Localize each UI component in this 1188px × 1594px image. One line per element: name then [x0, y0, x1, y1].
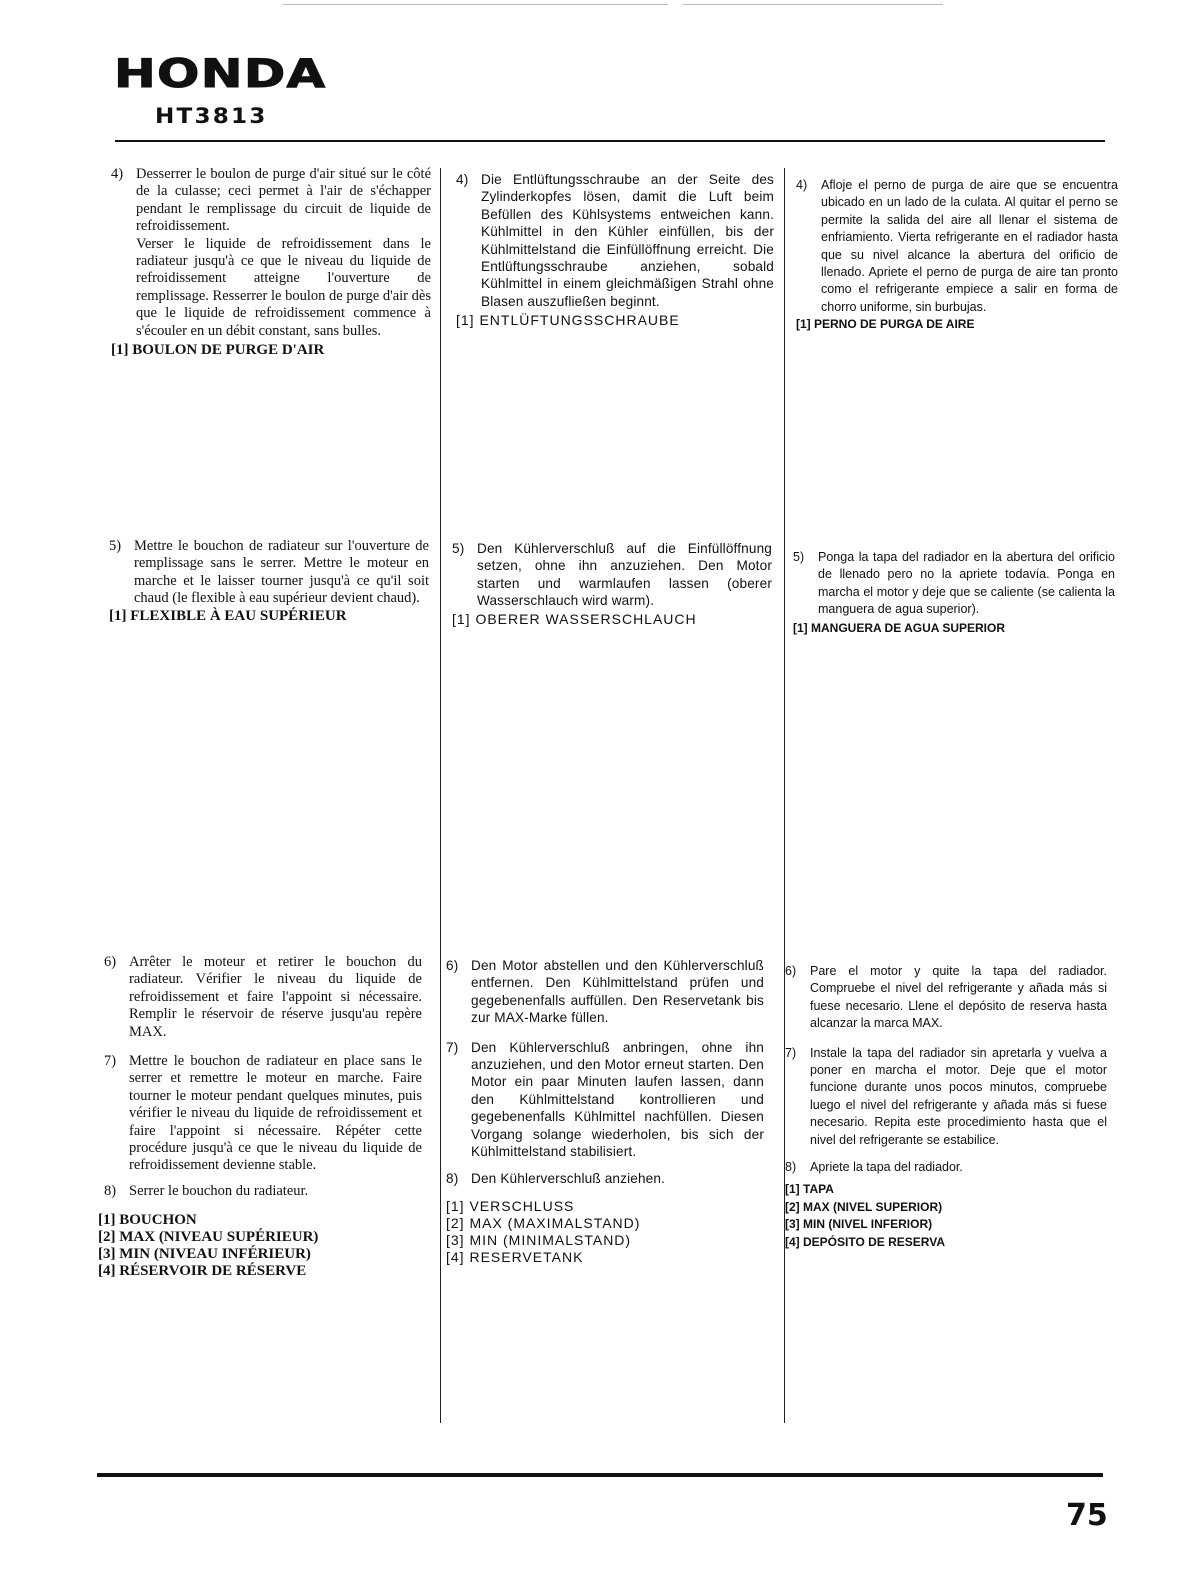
es-step-4-block	[796, 177, 1118, 334]
header-rule	[115, 140, 1105, 142]
step-number: 8)	[104, 1182, 117, 1199]
step-number: 6)	[785, 964, 797, 978]
reference-label: [1] BOULON DE PURGE D'AIR	[111, 342, 325, 359]
step-text: Apriete la tapa del radiador.	[810, 1160, 963, 1175]
fr-step-6	[104, 954, 422, 1041]
step-number: 5)	[109, 538, 122, 554]
step-number: 5)	[452, 541, 465, 556]
fr-step-5-block	[109, 538, 429, 625]
reference-label: [4] RÉSERVOIR DE RÉSERVE	[98, 1263, 307, 1280]
step-number: 6)	[104, 954, 117, 970]
step-text: Den Motor abstellen und den Kühlerverschluß entfernen. Den Kühlmittelstand prüfen und gegebenenfalls auffüllen. Den Reservetank bis zur MAX-Marke füllen.	[471, 958, 764, 1026]
step-number: 5)	[793, 550, 805, 564]
fr-step-4-block	[111, 166, 431, 359]
step-text: Arrêter le moteur et retirer le bouchon du radiateur. Vérifier le niveau du liquide de refroidissement et faire l'appoint si nécessaire. Remplir le réservoir de réserve jusqu'au repère MAX.	[129, 954, 422, 1040]
de-step-5-block	[452, 540, 772, 628]
de-step-5	[452, 540, 772, 610]
de-step-8	[446, 1170, 764, 1187]
step-number: 6)	[446, 958, 459, 973]
es-step-6	[785, 963, 1107, 1033]
step-text: Den Kühlerverschluß anziehen.	[471, 1171, 666, 1187]
step-text: Serrer le bouchon du radiateur.	[129, 1182, 309, 1199]
reference-label: [1] VERSCHLUSS	[446, 1197, 575, 1214]
es-step-5-block	[793, 549, 1115, 637]
fr-steps-6-8-block	[98, 954, 422, 1280]
de-step-4	[456, 171, 774, 310]
fr-step-5	[109, 538, 429, 608]
step-text: Pare el motor y quite la tapa del radiador. Compruebe el nivel del refrigerante y añada más si fuese necesario. Llene el depósito de reserva hasta alcanzar la marca MAX.	[810, 964, 1107, 1031]
brand-logo: HONDA	[114, 52, 327, 97]
column-divider	[440, 168, 441, 1423]
step-number: 4)	[796, 178, 808, 192]
step-text: Den Kühlerverschluß anbringen, ohne ihn anzuziehen, und den Motor erneut starten. Den Motor ein paar Minuten laufen lassen, dann den Kühlmittelstand kontrollieren und gegebenenfalls Kühlmittel nachfüllen. Diesen Vorgang solange wiederholen, bis sich der Kühlmittelstand stabilisiert.	[471, 1039, 764, 1160]
reference-label: [1] TAPA	[785, 1182, 834, 1197]
reference-label: [1] MANGUERA DE AGUA SUPERIOR	[793, 620, 1006, 635]
reference-label: [1] PERNO DE PURGA DE AIRE	[796, 317, 975, 332]
step-text: Ponga la tapa del radiador en la abertura del orificio de llenado pero no la apriete todavía. Ponga en marcha el motor y deje que se caliente (se calienta la manguera de agua superior).	[818, 550, 1115, 617]
es-steps-6-8-block	[785, 963, 1107, 1251]
reference-label: [3] MIN (MINIMALSTAND)	[446, 1231, 632, 1248]
reference-label: [1] OBERER WASSERSCHLAUCH	[452, 610, 697, 627]
es-step-5	[793, 549, 1115, 619]
fr-step-4	[111, 166, 431, 340]
fr-step-7	[104, 1053, 422, 1175]
step-number: 8)	[785, 1160, 797, 1175]
es-step-7	[785, 1045, 1107, 1149]
reference-label: [3] MIN (NIVEL INFERIOR)	[785, 1217, 933, 1232]
step-text: Mettre le bouchon de radiateur sur l'ouverture de remplissage sans le serrer. Mettre le moteur en marche et le laisser tourner jusqu'à ce qu'il soit chaud (le flexible à eau supérieur devient chaud).	[134, 538, 429, 607]
top-scan-line	[283, 4, 668, 5]
reference-label: [4] RESERVETANK	[446, 1248, 584, 1265]
de-steps-6-8-block	[446, 957, 764, 1266]
step-number: 7)	[785, 1045, 797, 1060]
step-number: 4)	[111, 166, 124, 182]
de-step-7	[446, 1039, 764, 1161]
fr-step-8	[104, 1183, 422, 1200]
top-scan-line	[683, 4, 943, 5]
step-text: Desserrer le boulon de purge d'air situé sur le côté de la culasse; ceci permet à l'air de s'échapper pendant le remplissage du circuit de liquide de refroidissement.	[136, 166, 431, 235]
step-text: Afloje el perno de purga de aire que se encuentra ubicado en un lado de la culata. Al quitar el perno se permite la salida del aire all llenar el sistema de enfriamiento. Vierta refrigerante en el radiador hasta que su nivel alcance la abertura del orificio de llenado. Apriete el perno de purga de aire tan pronto como el refrigerante empiece a salir en forma de chorro uniforme, sin burbujas.	[821, 178, 1118, 314]
es-step-8	[785, 1159, 1107, 1176]
footer-rule	[97, 1473, 1103, 1477]
reference-label: [1] FLEXIBLE À EAU SUPÉRIEUR	[109, 607, 347, 624]
reference-label: [1] BOUCHON	[98, 1212, 197, 1229]
step-text: Instale la tapa del radiador sin apretarla y vuelva a poner en marcha el motor. Deje que el motor funcione durante unos pocos minutos, compruebe luego el nivel del refrigerante y añada más si fuese necesario. Repita este procedimiento hasta que el nivel del refrigerante se estabilice.	[810, 1045, 1107, 1147]
reference-label: [4] DEPÓSITO DE RESERVA	[785, 1234, 946, 1249]
reference-label: [2] MAX (MAXIMALSTAND)	[446, 1214, 641, 1231]
step-number: 7)	[446, 1039, 459, 1055]
page-number: 75	[1066, 1498, 1108, 1533]
step-text: Die Entlüftungsschraube an der Seite des Zylinderkopfes lösen, damit die Luft beim Befüllen des Kühlsystems entweichen kann. Kühlmittel in den Kühler einfüllen, bis der Kühlmittelstand die Einfüllöffnung erreicht. Die Entlüftungsschraube anziehen, sobald Kühlmittel in einem gleichmäßigen Strahl ohne Blasen auszufließen beginnt.	[481, 172, 774, 309]
es-step-4	[796, 177, 1118, 316]
reference-label: [3] MIN (NIVEAU INFÉRIEUR)	[98, 1246, 311, 1263]
reference-label: [2] MAX (NIVEAU SUPÉRIEUR)	[98, 1229, 319, 1246]
step-number: 8)	[446, 1171, 459, 1187]
de-step-6	[446, 957, 764, 1027]
step-text: Den Kühlerverschluß auf die Einfüllöffnung setzen, ohne ihn anzuziehen. Den Motor starten und warmlaufen lassen (oberer Wasserschlauch wird warm).	[477, 541, 772, 609]
reference-label: [2] MAX (NIVEL SUPERIOR)	[785, 1199, 943, 1214]
reference-label: [1] ENTLÜFTUNGSSCHRAUBE	[456, 312, 680, 329]
model-name: HT3813	[155, 104, 268, 128]
step-number: 7)	[104, 1053, 117, 1070]
de-step-4-block	[456, 171, 774, 329]
step-number: 4)	[456, 172, 469, 187]
step-text: Verser le liquide de refroidissement dans le radiateur jusqu'à ce que le niveau du liquide de refroidissement atteigne l'ouverture de remplissage. Resserrer le boulon de purge d'air dès que le liquide de refroidissement commence à s'écouler en un débit constant, sans bulles.	[136, 235, 431, 339]
step-text: Mettre le bouchon de radiateur en place sans le serrer et remettre le moteur en marche. Faire tourner le moteur pendant quelques minutes, puis vérifier le niveau du liquide de refroidissement et faire l'appoint si nécessaire. Répéter cette procédure jusqu'à ce que le niveau du liquide de refroidissement devienne stable.	[129, 1053, 422, 1174]
